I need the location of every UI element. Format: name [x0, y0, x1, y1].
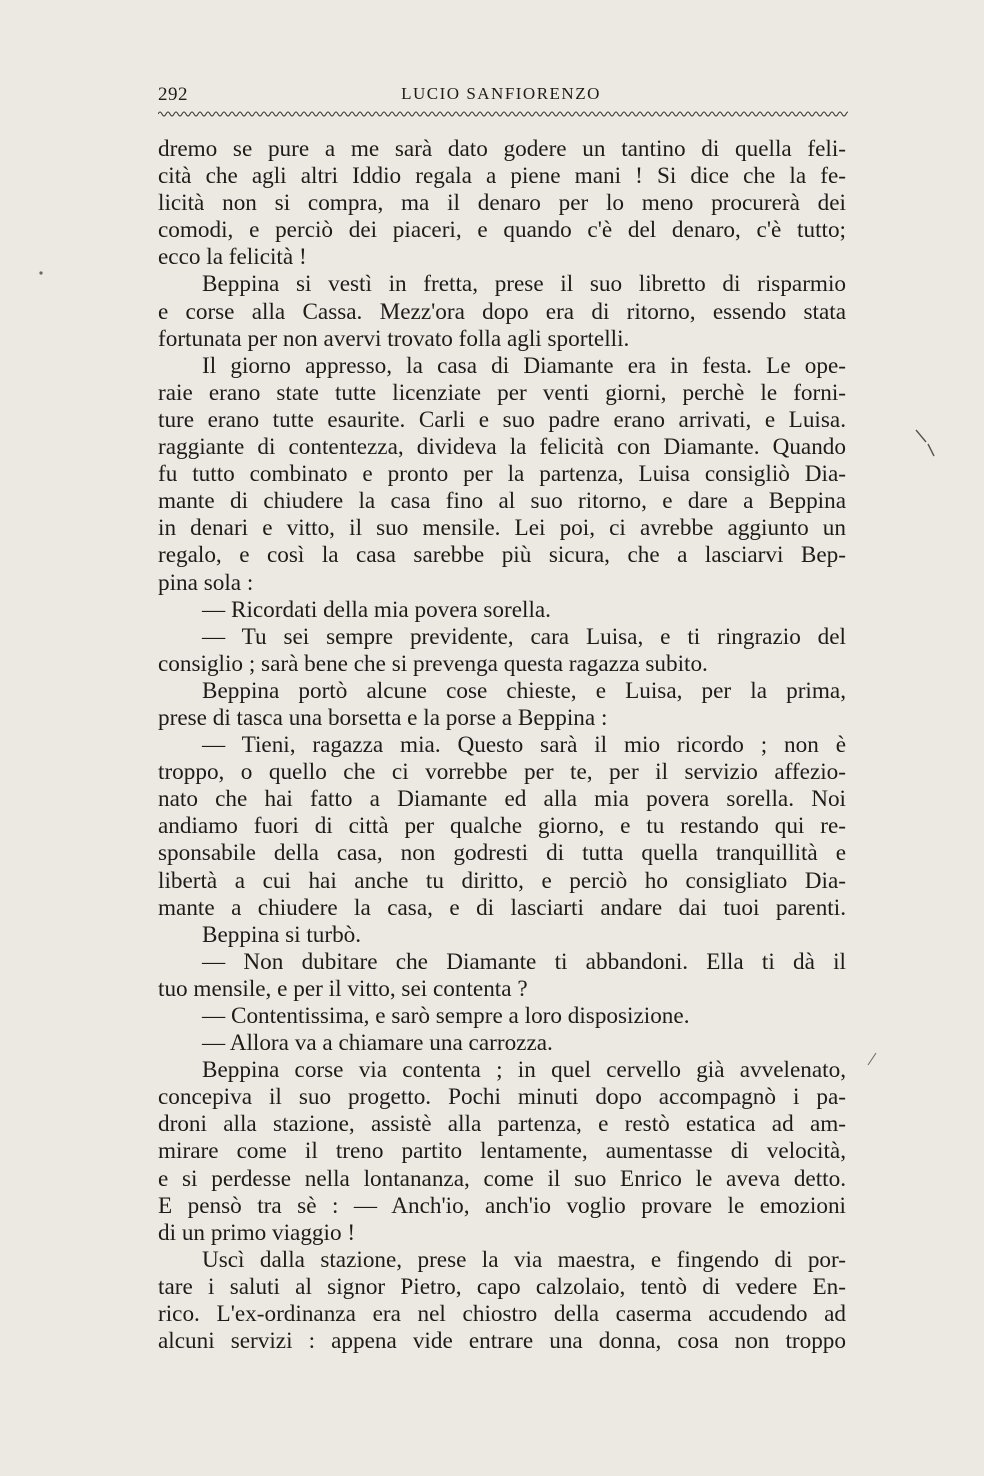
text-line: alcuni servizi : appena vide entrare una donna, cosa non troppo: [158, 1328, 846, 1355]
text-line: nato che hai fatto a Diamante ed alla mia povera sorella. Noi: [158, 786, 846, 813]
text-line: e si perdesse nella lontananza, come il suo Enrico le aveva detto.: [158, 1165, 846, 1192]
text-line: — Tu sei sempre previdente, cara Luisa, e ti ringrazio del: [202, 623, 846, 650]
text-line: dremo se pure a me sarà dato godere un tantino di quella feli-: [158, 136, 846, 162]
text-line: Beppina si turbò.: [202, 921, 362, 948]
text-line: Uscì dalla stazione, prese la via maestra, e fingendo di por-: [202, 1246, 846, 1273]
text-line: raggiante di contentezza, divideva la felicità con Diamante. Quando: [158, 434, 846, 461]
text-line: ture erano tutte esaurite. Carli e suo padre erano arrivati, e Luisa.: [158, 406, 846, 433]
text-line: concepiva il suo progetto. Pochi minuti dopo accompagnò i pa-: [158, 1084, 846, 1111]
margin-slash: [866, 1052, 878, 1066]
body-text: [158, 136, 846, 1355]
text-line: ecco la felicità !: [158, 244, 307, 271]
text-line: raie erano state tutte licenziate per venti giorni, perchè le forni-: [158, 379, 846, 406]
text-line: di un primo viaggio !: [158, 1219, 356, 1246]
text-line: libertà a cui hai anche tu diritto, e perciò ho consigliato Dia-: [158, 867, 846, 894]
text-line: rico. L'ex-ordinanza era nel chiostro della caserma accudendo ad: [158, 1301, 846, 1328]
text-line: tare i saluti al signor Pietro, capo calzolaio, tentò di vedere En-: [158, 1273, 846, 1300]
text-line: Beppina corse via contenta ; in quel cervello già avvelenato,: [202, 1057, 846, 1084]
text-line: — Contentissima, e sarò sempre a loro disposizione.: [202, 1003, 690, 1029]
text-line: Beppina si vestì in fretta, prese il suo libretto di risparmio: [202, 271, 846, 298]
text-line: droni alla stazione, assistè alla partenza, e restò estatica ad am-: [158, 1111, 846, 1138]
text-line: fortunata per non avervi trovato folla agli sportelli.: [158, 325, 630, 352]
text-line: regalo, e così la casa sarebbe più sicura, che a lasciarvi Bep-: [158, 542, 846, 569]
text-line: — Tieni, ragazza mia. Questo sarà il mio ricordo ; non è: [202, 732, 846, 759]
text-line: prese di tasca una borsetta e la porse a Beppina :: [158, 704, 608, 731]
page-number: 292: [158, 84, 188, 105]
text-line: — Allora va a chiamare una carrozza.: [202, 1030, 553, 1057]
text-line: mante a chiudere la casa, e di lasciarti andare dai tuoi parenti.: [158, 894, 846, 921]
text-line: Il giorno appresso, la casa di Diamante era in festa. Le ope-: [202, 352, 846, 379]
running-title: LUCIO SANFIORENZO: [401, 84, 601, 103]
decorative-wavy-rule: [158, 108, 848, 120]
text-line: mirare come il treno partito lentamente, aumentasse di velocità,: [158, 1138, 846, 1165]
text-line: consiglio ; sarà bene che si prevenga questa ragazza subito.: [158, 650, 708, 677]
text-line: troppo, o quello che ci vorrebbe per te, per il servizio affezio-: [158, 759, 846, 786]
text-line: E pensò tra sè : — Anch'io, anch'io voglio provare le emozioni: [158, 1192, 846, 1219]
margin-dot: [38, 270, 44, 276]
text-line: andiamo fuori di città per qualche giorno, e tu restando qui re-: [158, 813, 846, 840]
text-line: cità che agli altri Iddio regala a piene mani ! Si dice che la fe-: [158, 163, 846, 190]
text-line: licità non si compra, ma il denaro per lo meno procurerà dei: [158, 190, 846, 217]
text-line: sponsabile della casa, non godresti di tutta quella tranquillità e: [158, 840, 846, 867]
text-line: tuo mensile, e per il vitto, sei contenta ?: [158, 975, 528, 1002]
text-line: Beppina portò alcune cose chieste, e Luisa, per la prima,: [202, 677, 846, 704]
text-line: — Non dubitare che Diamante ti abbandoni. Ella ti dà il: [202, 948, 846, 975]
margin-tick-mark: [914, 428, 936, 458]
text-line: pina sola :: [158, 569, 254, 596]
text-line: in denari e vitto, il suo mensile. Lei poi, ci avrebbe aggiunto un: [158, 515, 846, 542]
text-line: — Ricordati della mia povera sorella.: [202, 596, 551, 623]
text-line: mante di chiudere la casa fino al suo ritorno, e dare a Beppina: [158, 488, 846, 515]
text-line: comodi, e perciò dei piaceri, e quando c'è del denaro, c'è tutto;: [158, 217, 846, 244]
text-line: fu tutto combinato e pronto per la partenza, Luisa consigliò Dia-: [158, 461, 846, 488]
text-line: e corse alla Cassa. Mezz'ora dopo era di ritorno, essendo stata: [158, 298, 846, 325]
